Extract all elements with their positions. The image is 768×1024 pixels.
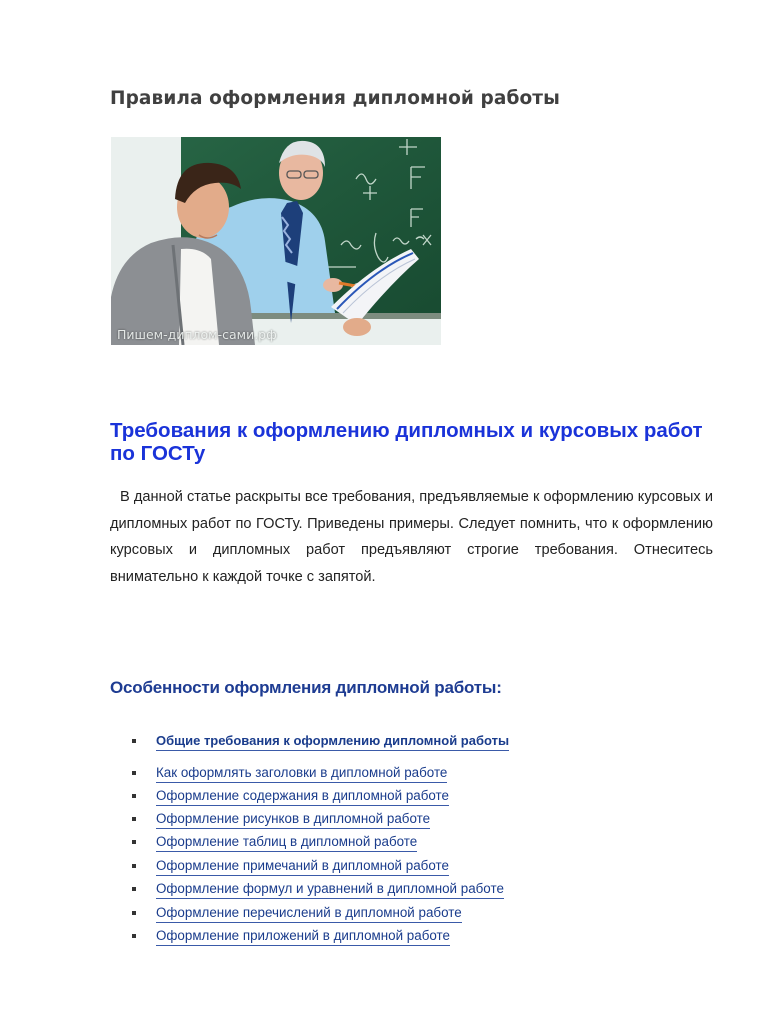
page-title: Правила оформления дипломной работы	[110, 88, 560, 109]
bullet-icon	[132, 934, 136, 938]
intro-paragraph: В данной статье раскрыты все требования, предъявляемые к оформлению курсовых и дипломных работ по ГОСТу. Приведены примеры. Следует помнить, что к оформлению курсовых и дипломных работ предъявляют строгие требования. Отнеситесь внимательно к каждой точке с запятой.	[110, 489, 713, 585]
bullet-icon	[132, 911, 136, 915]
bullet-icon	[132, 817, 136, 821]
teacher-student-photo	[111, 137, 441, 345]
toc-link-formulas[interactable]: Оформление формул и уравнений в дипломной работе	[156, 881, 504, 899]
section-heading: Требования к оформлению дипломных и курсовых работ по ГОСТу	[110, 419, 703, 465]
toc-heading: Особенности оформления дипломной работы:	[110, 678, 502, 697]
bullet-icon	[132, 840, 136, 844]
watermark-caption: Пишем-диплом-сами.рф	[117, 327, 277, 342]
toc-link-contents[interactable]: Оформление содержания в дипломной работе	[156, 788, 449, 806]
bullet-icon	[132, 887, 136, 891]
bullet-icon	[132, 794, 136, 798]
toc-link-general[interactable]: Общие требования к оформлению дипломной работы	[156, 733, 509, 751]
toc-link-enumerations[interactable]: Оформление перечислений в дипломной работе	[156, 905, 462, 923]
toc-link-headings[interactable]: Как оформлять заголовки в дипломной работе	[156, 765, 447, 783]
bullet-icon	[132, 864, 136, 868]
toc-link-figures[interactable]: Оформление рисунков в дипломной работе	[156, 811, 430, 829]
toc-link-appendices[interactable]: Оформление приложений в дипломной работе	[156, 928, 450, 946]
toc-link-notes[interactable]: Оформление примечаний в дипломной работе	[156, 858, 449, 876]
toc-link-tables[interactable]: Оформление таблиц в дипломной работе	[156, 834, 417, 852]
bullet-icon	[132, 771, 136, 775]
hero-image	[111, 137, 441, 345]
bullet-icon	[132, 739, 136, 743]
